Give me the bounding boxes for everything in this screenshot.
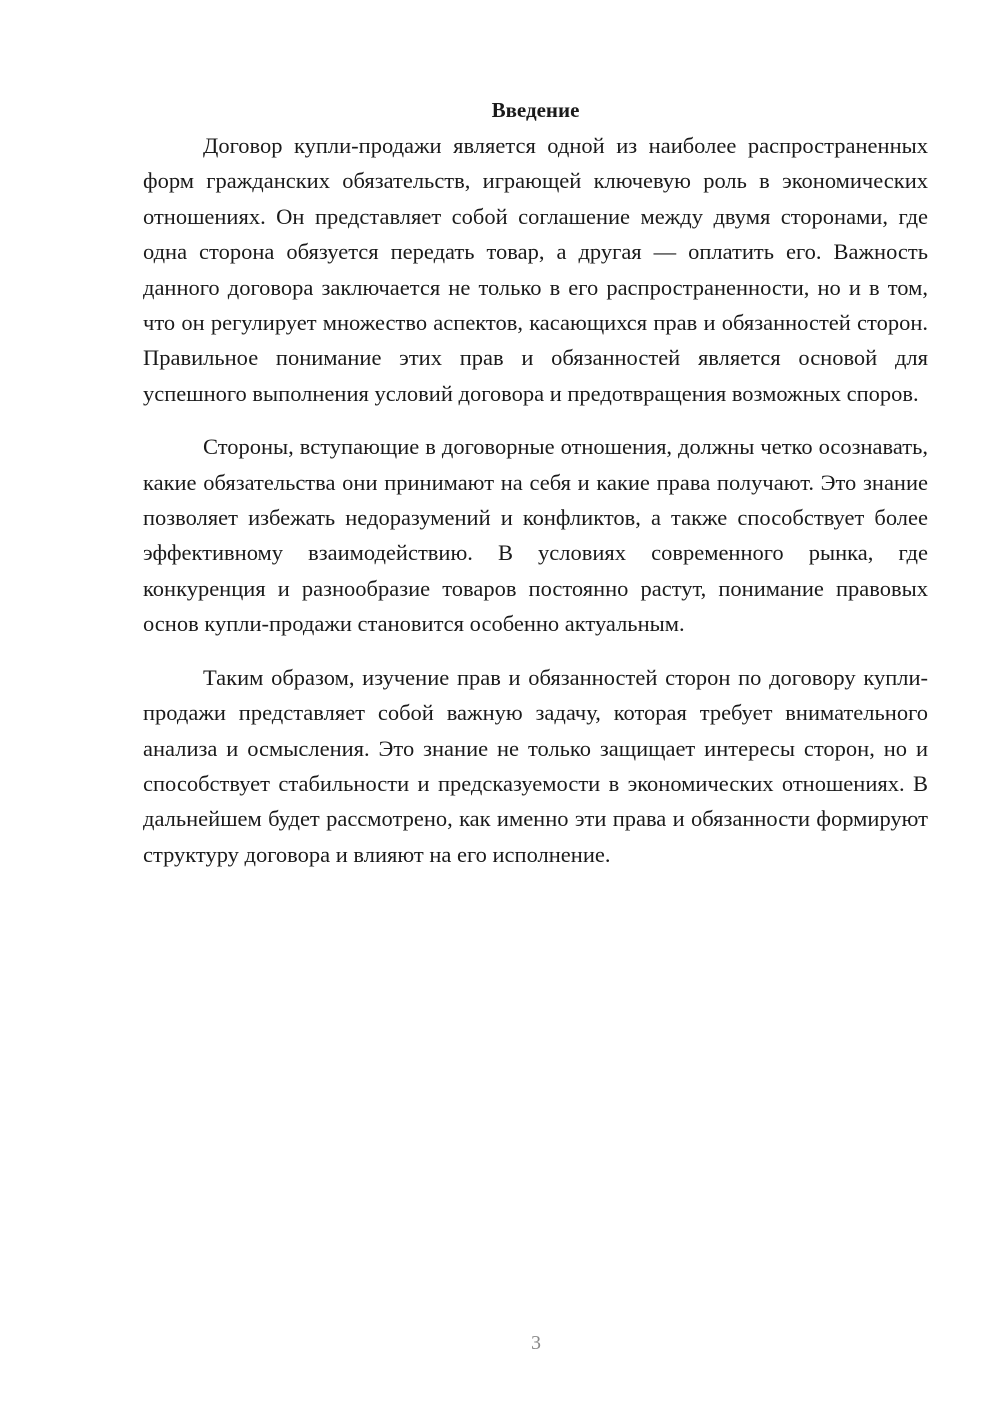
page-number: 3 xyxy=(531,1332,541,1354)
paragraph-1: Договор купли-продажи является одной из наиболее распространенных форм гражданских обязательств, играющей ключевую роль в экономических отношениях. Он представляет собой соглашение между двумя сторонами, где одна сторона обязуется передать товар, а другая — оплатить его. Важность данного договора заключается не только в его распространенности, но и в том, что он регулирует множество аспектов, касающихся прав и обязанностей сторон. Правильное понимание этих прав и обязанностей является основой для успешного выполнения условий договора и предотвращения возможных споров. xyxy=(143,133,928,406)
section-heading: Введение xyxy=(491,98,580,122)
paragraph-2: Стороны, вступающие в договорные отношения, должны четко осознавать, какие обязательства они принимают на себя и какие права получают. Это знание позволяет избежать недоразумений и конфликтов, а также способствует более эффективному взаимодействию. В условиях современного рынка, где конкуренция и разнообразие товаров постоянно растут, понимание правовых основ купли-продажи становится особенно актуальным. xyxy=(143,434,928,637)
paragraph-3: Таким образом, изучение прав и обязанностей сторон по договору купли-продажи представляет собой важную задачу, которая требует внимательного анализа и осмысления. Это знание не только защищает интересы сторон, но и способствует стабильности и предсказуемости в экономических отношениях. В дальнейшем будет рассмотрено, как именно эти права и обязанности формируют структуру договора и влияют на его исполнение. xyxy=(143,664,928,867)
page-content xyxy=(143,92,928,872)
